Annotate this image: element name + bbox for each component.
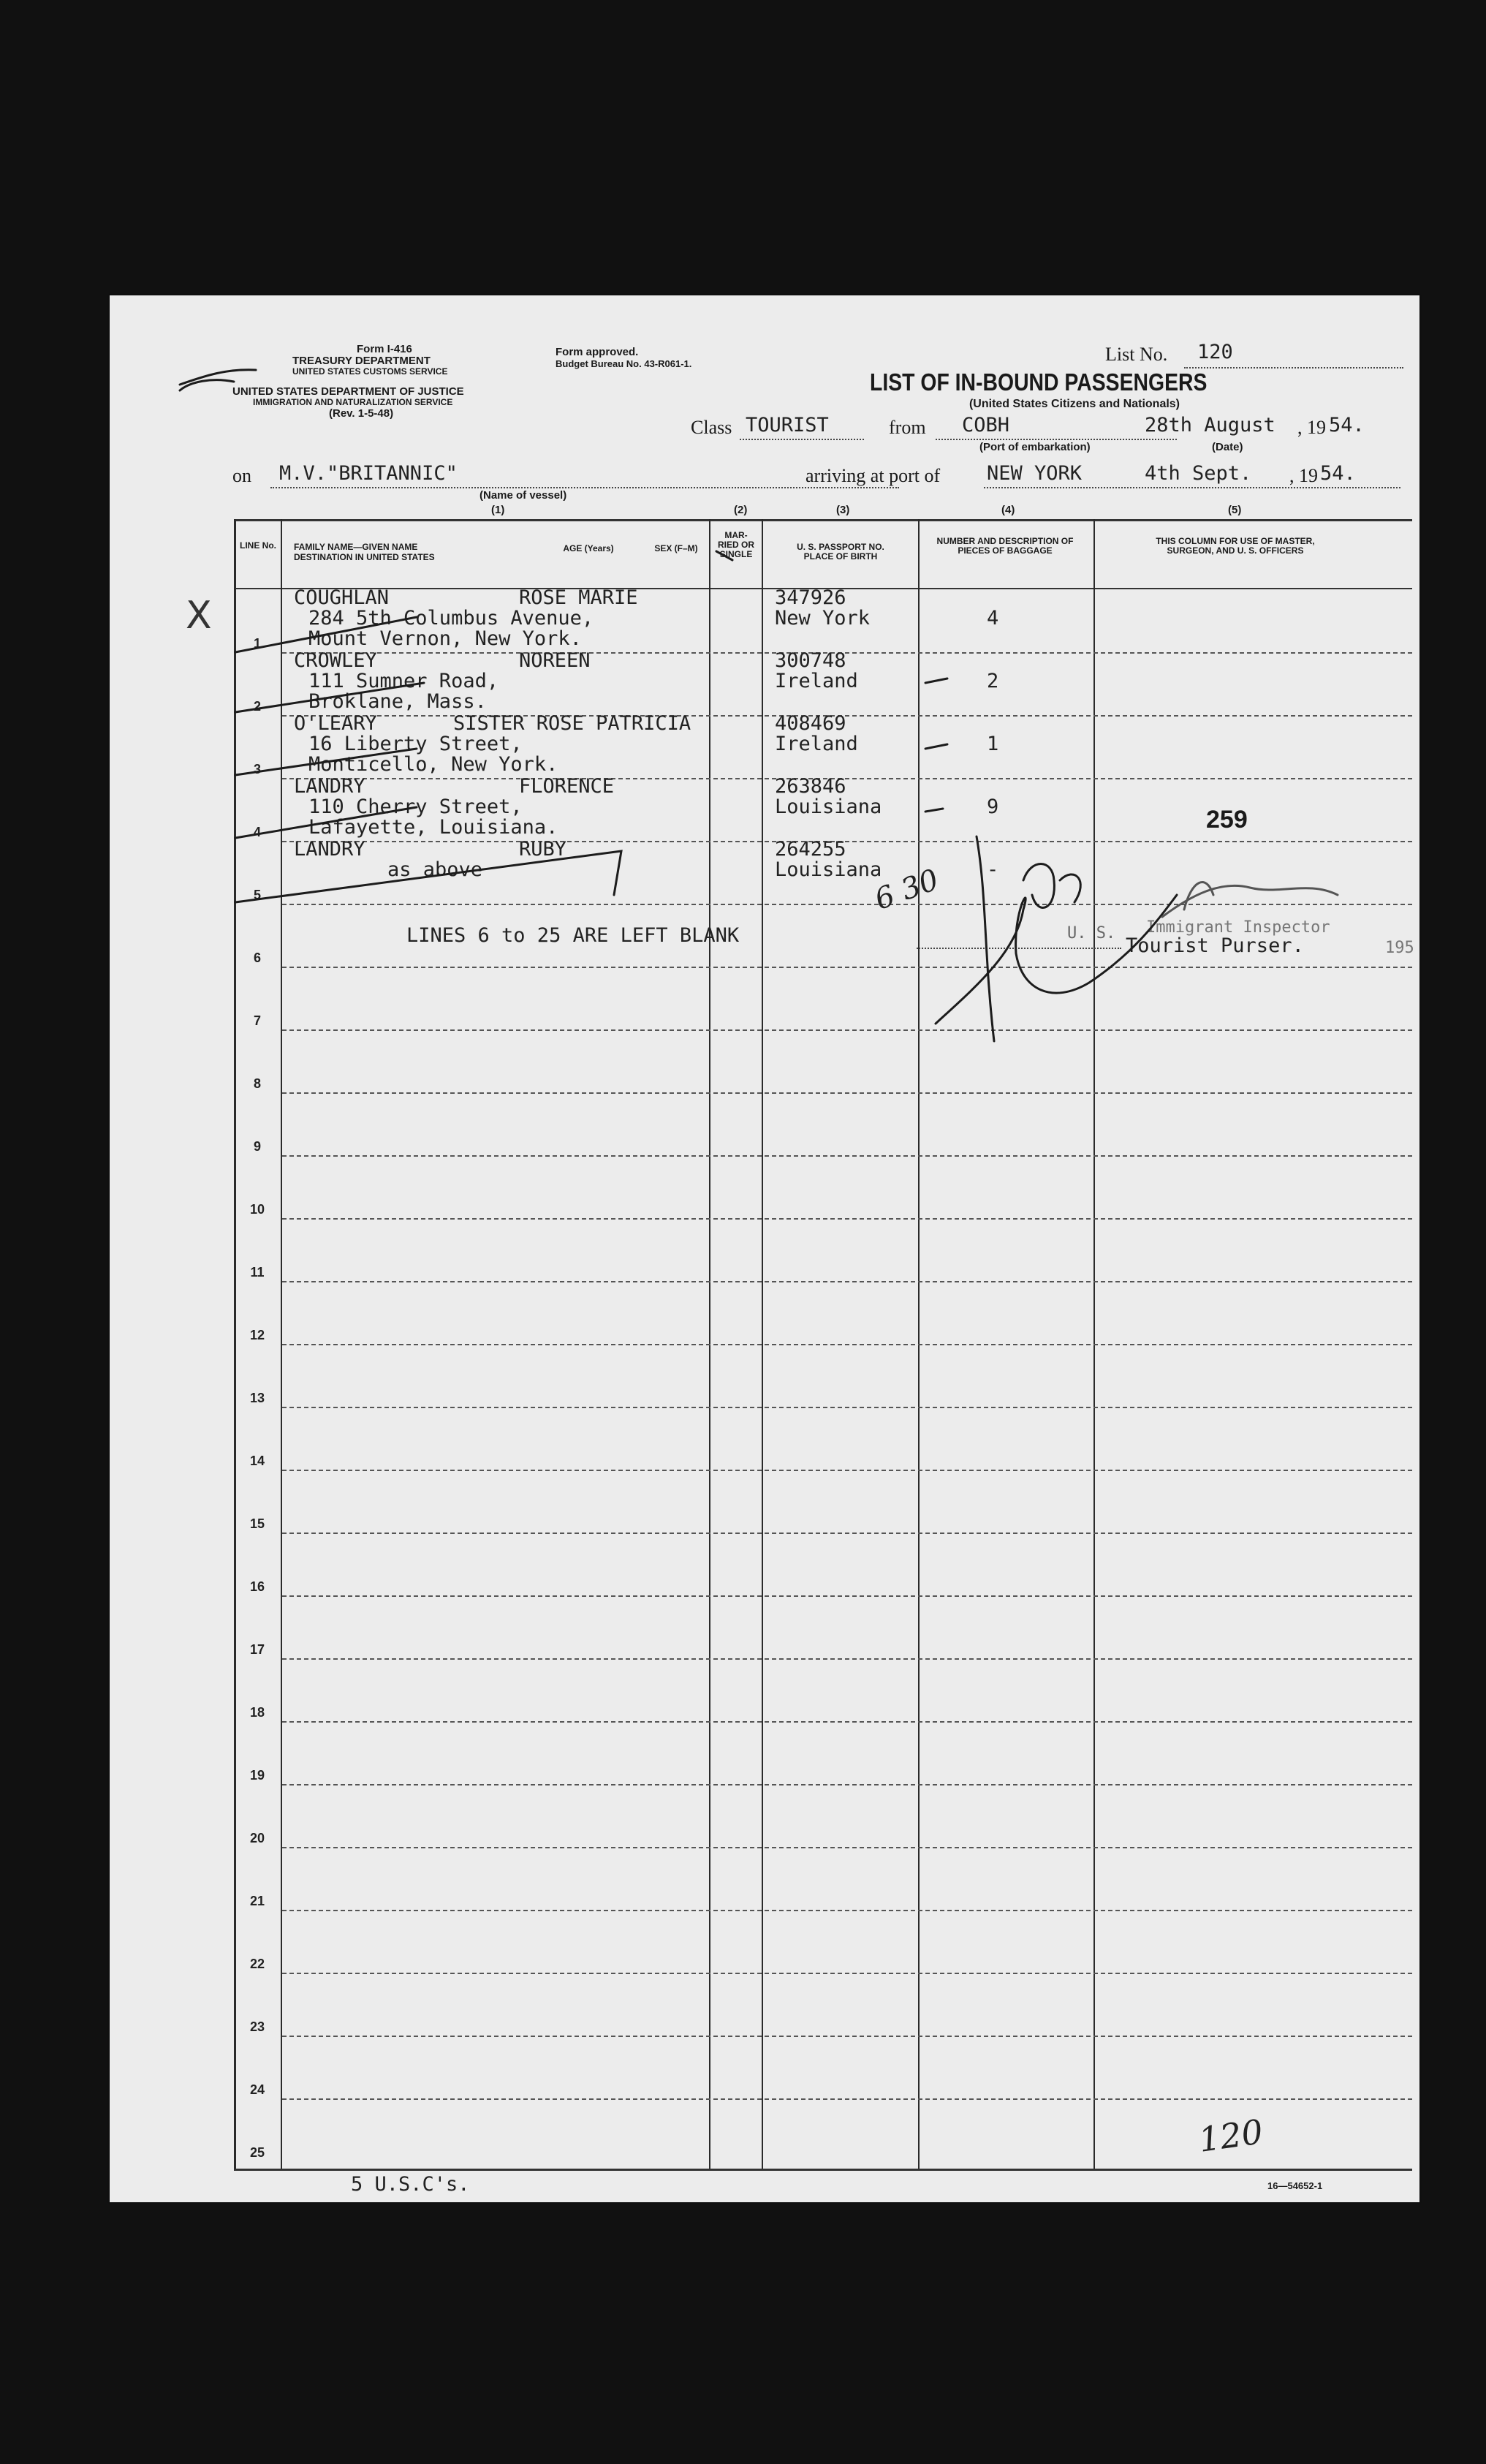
passenger-birthplace: Louisiana	[775, 858, 882, 881]
passenger-baggage: 2	[987, 670, 999, 692]
header-passport: U. S. PASSPORT NO. PLACE OF BIRTH	[797, 542, 884, 562]
line-number: 17	[249, 1642, 265, 1657]
line-number: 18	[249, 1705, 265, 1720]
passenger-given: RUBY	[519, 838, 567, 861]
col-num-5: (5)	[1228, 504, 1242, 516]
page-title: LIST OF IN-BOUND PASSENGERS	[870, 369, 1208, 396]
passenger-address: as above	[387, 858, 483, 881]
list-no-label: List No.	[1105, 344, 1168, 365]
ins: IMMIGRATION AND NATURALIZATION SERVICE	[253, 397, 453, 407]
line-number: 21	[249, 1894, 265, 1908]
passenger-baggage: -	[987, 858, 999, 881]
passenger-city: Mount Vernon, New York.	[308, 627, 582, 650]
budget-bureau: Budget Bureau No. 43-R061-1.	[556, 358, 692, 369]
inspector-signature	[1162, 885, 1338, 917]
col-num-4: (4)	[1001, 504, 1015, 516]
line-number: 8	[253, 1076, 261, 1091]
line-number: 15	[249, 1516, 265, 1531]
line-number: 10	[249, 1202, 265, 1217]
line-number: 12	[249, 1328, 265, 1342]
passenger-city: Broklane, Mass.	[308, 690, 487, 713]
arrival-year-prefix: , 19	[1289, 465, 1318, 486]
passenger-surname: LANDRY	[294, 838, 365, 861]
blank-lines-note: LINES 6 to 25 ARE LEFT BLANK	[406, 924, 740, 947]
stamp-inspector: Immigrant Inspector	[1146, 918, 1330, 937]
customs-service: UNITED STATES CUSTOMS SERVICE	[292, 366, 448, 377]
line-number: 16	[249, 1579, 265, 1594]
revision: (Rev. 1-5-48)	[329, 407, 394, 420]
line-number: 23	[249, 2019, 265, 2034]
passenger-address: 110 Cherry Street,	[308, 795, 523, 818]
class-label: Class	[691, 417, 732, 438]
header-age: AGE (Years)	[563, 543, 614, 553]
handwriting-strokes	[110, 295, 1419, 2202]
checkmark-stroke	[235, 749, 417, 775]
line-number: 3	[253, 762, 261, 776]
on-label: on	[232, 465, 251, 486]
vessel-name: M.V."BRITANNIC"	[279, 462, 458, 485]
doj: UNITED STATES DEPARTMENT OF JUSTICE	[232, 385, 464, 398]
line-number: 20	[249, 1831, 265, 1845]
header-baggage: NUMBER AND DESCRIPTION OF PIECES OF BAGGAGE	[936, 536, 1074, 556]
header-sex: SEX (F–M)	[654, 543, 698, 553]
passenger-address: 111 Sumner Road,	[308, 670, 499, 692]
line-number: 5	[253, 888, 261, 902]
line-number: 4	[253, 825, 261, 839]
passenger-address: 284 5th Columbus Avenue,	[308, 607, 594, 630]
passenger-surname: O'LEARY	[294, 712, 377, 735]
checkmark-stroke	[235, 683, 424, 712]
line-number: 6	[253, 951, 261, 965]
signature-stroke	[1023, 864, 1080, 908]
line-number: 19	[249, 1768, 265, 1783]
arriving-label: arriving at port of	[805, 465, 941, 486]
department: TREASURY DEPARTMENT	[292, 355, 431, 367]
passenger-city: Monticello, New York.	[308, 753, 558, 776]
passenger-passport: 347926	[775, 586, 846, 609]
page-subtitle: (United States Citizens and Nationals)	[968, 398, 1180, 410]
passenger-surname: CROWLEY	[294, 649, 377, 672]
passenger-baggage: 4	[987, 607, 999, 630]
passenger-baggage: 9	[987, 795, 999, 818]
stamp-us: U. S.	[1067, 924, 1116, 942]
passenger-passport: 263846	[775, 775, 846, 798]
line-number: 2	[253, 699, 261, 714]
passenger-given: FLORENCE	[519, 775, 615, 798]
passenger-baggage: 1	[987, 733, 999, 755]
arrival-date: 4th Sept.	[1145, 462, 1252, 485]
checkmark-stroke	[235, 807, 417, 838]
passenger-surname: COUGHLAN	[294, 586, 390, 609]
passenger-passport: 300748	[775, 649, 846, 672]
passenger-address: 16 Liberty Street,	[308, 733, 523, 755]
line-number: 7	[253, 1013, 261, 1028]
checkmark-stroke	[235, 851, 621, 902]
handwritten-mark	[180, 370, 256, 390]
passenger-passport: 408469	[775, 712, 846, 735]
passenger-birthplace: Ireland	[775, 670, 858, 692]
header-officers: THIS COLUMN FOR USE OF MASTER, SURGEON, AND U. S. OFFICERS	[1156, 536, 1315, 556]
line-number: 1	[253, 636, 261, 651]
checkmark-stroke	[235, 617, 417, 652]
list-no-value: 120	[1197, 341, 1233, 363]
header-line-no: LINE No.	[240, 540, 276, 551]
passenger-birthplace: New York	[775, 607, 871, 630]
header-family: FAMILY NAME—GIVEN NAME	[294, 542, 418, 552]
arrival-year: 54.	[1320, 462, 1356, 485]
from-value: COBH	[962, 414, 1010, 437]
passenger-birthplace: Louisiana	[775, 795, 882, 818]
col-num-2: (2)	[734, 504, 748, 516]
form-number: Form I-416	[357, 343, 412, 355]
stamp-year: 195	[1385, 939, 1414, 957]
passenger-given: NOREEN	[519, 649, 591, 672]
footer-right: 16—54652-1	[1267, 2180, 1323, 2191]
signature-stroke	[977, 836, 994, 1041]
line-number: 9	[253, 1139, 261, 1154]
vessel-caption: (Name of vessel)	[479, 489, 567, 502]
date-year: 54.	[1329, 414, 1365, 437]
header-married: MAR- RIED OR SINGLE	[717, 530, 754, 559]
baggage-tick	[925, 679, 947, 812]
col-num-3: (3)	[836, 504, 850, 516]
line-number: 14	[249, 1454, 265, 1468]
line-number: 22	[249, 1957, 265, 1971]
header-destination: DESTINATION IN UNITED STATES	[294, 552, 435, 562]
passenger-list-form	[110, 295, 1419, 2202]
from-caption: (Port of embarkation)	[979, 441, 1091, 453]
class-value: TOURIST	[746, 414, 829, 437]
passenger-surname: LANDRY	[294, 775, 365, 798]
inspector-signature	[1184, 883, 1213, 910]
date-caption: (Date)	[1212, 441, 1243, 453]
passenger-birthplace: Ireland	[775, 733, 858, 755]
header-mark	[716, 551, 732, 560]
handwritten-x: X	[186, 594, 212, 638]
passenger-passport: 264255	[775, 838, 846, 861]
handwritten-time: 6 30	[870, 863, 944, 917]
purser-title: Tourist Purser.	[1126, 934, 1304, 957]
line-number: 11	[250, 1265, 265, 1280]
footer-left: 5 U.S.C's.	[351, 2173, 470, 2196]
handwritten-list-no: 120	[1196, 2112, 1266, 2160]
col-num-1: (1)	[491, 504, 505, 516]
line-number: 24	[249, 2082, 265, 2097]
date-value: 28th August	[1145, 414, 1275, 437]
passenger-city: Lafayette, Louisiana.	[308, 816, 558, 839]
signature-stroke	[936, 895, 1177, 1024]
passenger-given: ROSE MARIE	[519, 586, 638, 609]
passenger-given: SISTER ROSE PATRICIA	[453, 712, 691, 735]
form-approved: Form approved.	[556, 346, 639, 358]
line-number: 25	[249, 2145, 265, 2160]
from-label: from	[889, 417, 926, 438]
date-year-prefix: , 19	[1297, 417, 1326, 438]
arrival-port: NEW YORK	[987, 462, 1083, 485]
officer-note: 259	[1206, 806, 1248, 834]
line-number: 13	[249, 1391, 265, 1405]
